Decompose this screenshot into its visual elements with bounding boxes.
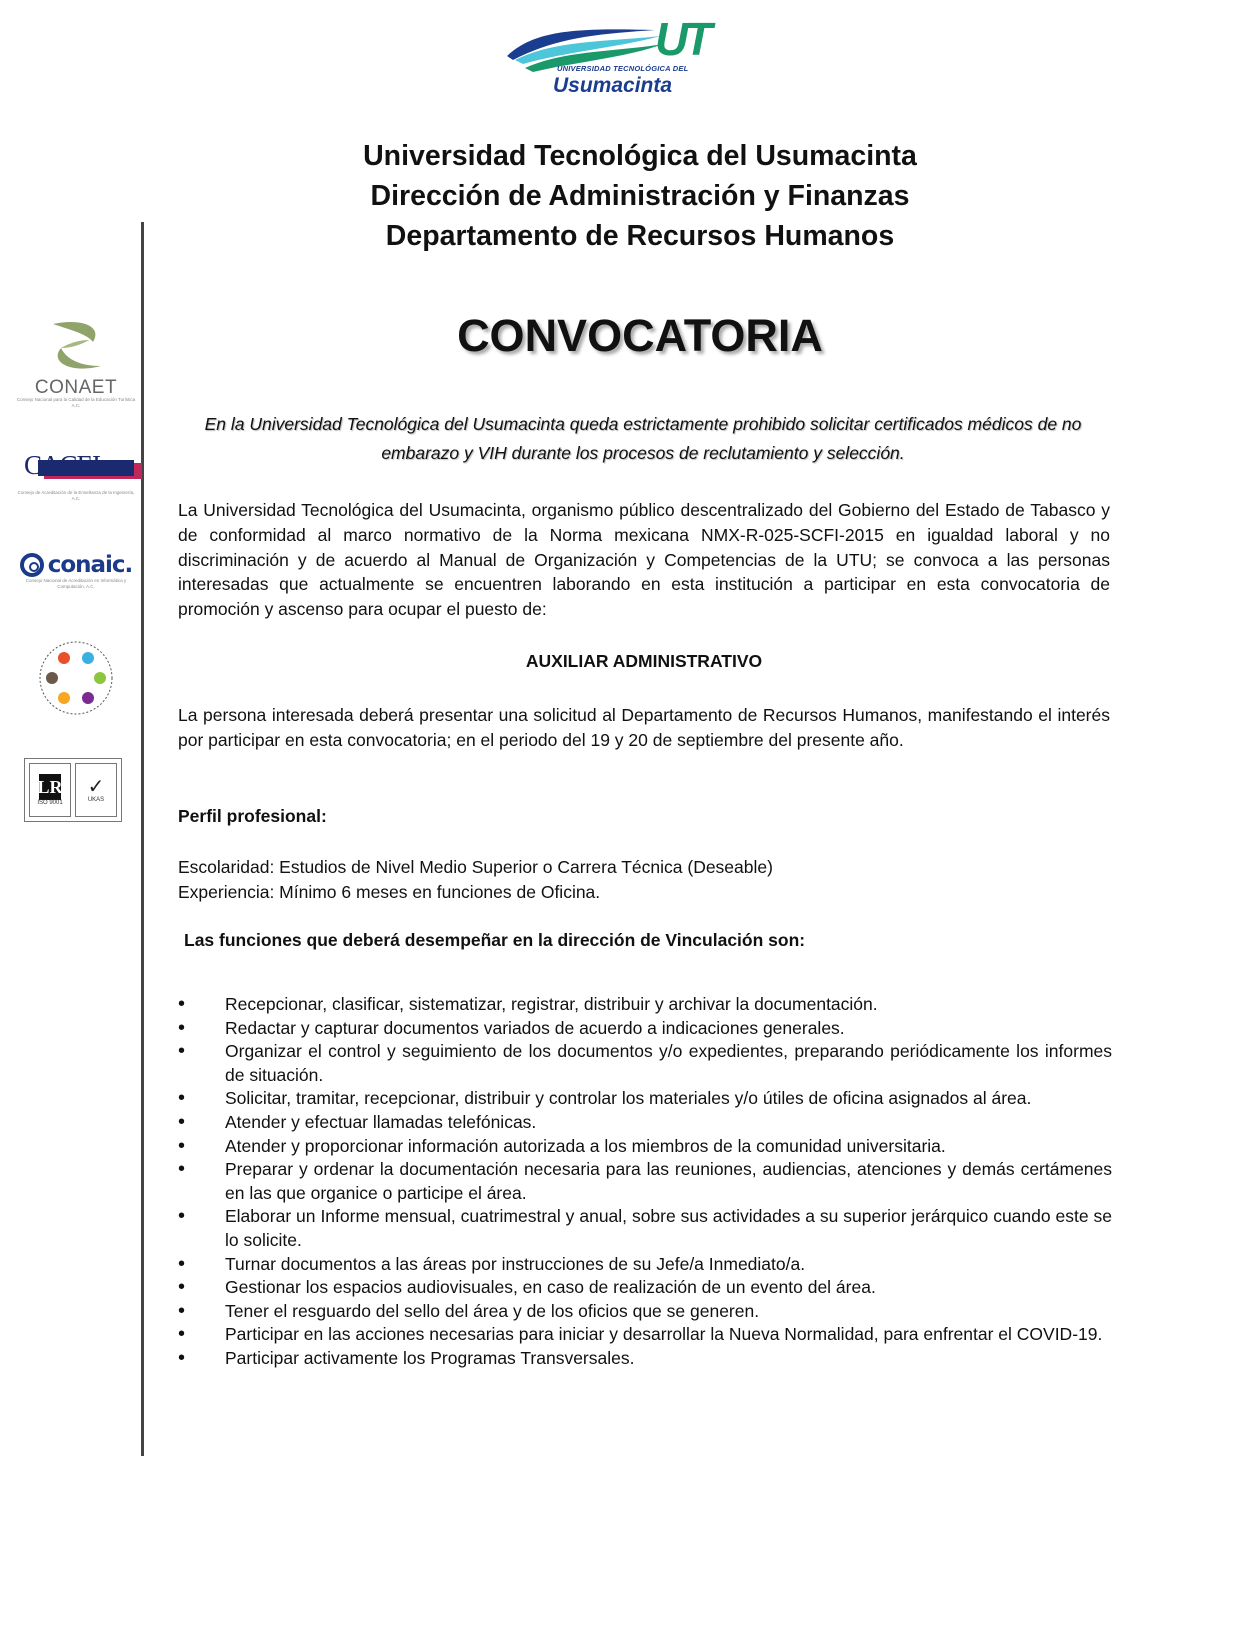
non-discrimination-notice: En la Universidad Tecnológica del Usumacinta queda estrictamente prohibido solicitar certificados médicos de no embarazo y VIH durante los procesos de reclutamiento y selección. [204,414,1082,463]
bullet-icon [178,1205,188,1229]
cacei-logo [14,452,138,512]
document-title: CONVOCATORIA [457,310,823,361]
list-item: • Redactar y capturar documentos variados de acuerdo a indicaciones generales. [178,1017,1112,1041]
iso-certification-logo [24,758,122,822]
list-item: • Preparar y ordenar la documentación necesaria para las reuniones, audiencias, atenciones y demás certámenes en las que organice o participe el área. [178,1158,1112,1205]
list-item: • Atender y proporcionar información autorizada a los miembros de la comunidad universitaria. [178,1135,1112,1159]
institution-header [300,136,980,256]
conaet-swirl-icon [41,318,111,374]
conaic-logo [14,552,138,602]
institution-name: Universidad Tecnológica del Usumacinta [363,140,917,172]
bullet-icon [178,1087,188,1111]
profile-details [178,855,773,905]
list-item: • Atender y efectuar llamadas telefónicas. [178,1111,1112,1135]
bullet-icon [178,993,188,1017]
functions-list [178,993,1112,1371]
list-item: • Recepcionar, clasificar, sistematizar, registrar, distribuir y archivar la documentación. [178,993,1112,1017]
igualdad-laboral-logo [14,638,138,728]
intro-paragraph: La Universidad Tecnológica del Usumacinta, organismo público descentralizado del Gobierno del Estado de Tabasco y de conformidad al marco normativo de la Norma mexicana NMX-R-025-SCFI-2015 en igualdad laboral y no discriminación y de acuerdo al Manual de Organización y Competencias de la UTU; se convoca a las personas interesadas que actualmente se encuentren laborando en esta institución a participar en esta convocatoria de promoción y ascenso para ocupar el puesto de: [178,500,1110,620]
functions-heading: Las funciones que deberá desempeñar en la dirección de Vinculación son: [184,930,806,950]
lr-mark: LR [39,774,61,800]
experience-requirement: Experiencia: Mínimo 6 meses en funciones de Oficina. [178,881,601,902]
list-item: • Tener el resguardo del sello del área y de los oficios que se generen. [178,1300,1112,1324]
cacei-caption: Consejo de Acreditación de la Enseñanza de la Ingeniería, A.C. [17,490,135,501]
conaic-caption: Consejo Nacional de Acreditación en Informática y Computación, A.C. [25,578,127,589]
conaic-name: conaic. [47,552,133,578]
list-item: • Participar en las acciones necesarias para iniciar y desarrollar la Nueva Normalidad, para enfrentar el COVID-19. [178,1323,1112,1347]
logo-name: Usumacinta [553,74,673,97]
university-logo [505,13,730,100]
list-item: • Gestionar los espacios audiovisuales, en caso de realización de un evento del área. [178,1276,1112,1300]
bullet-icon [178,1300,188,1324]
application-paragraph: La persona interesada deberá presentar una solicitud al Departamento de Recursos Humanos, manifestando el interés por participar en esta convocatoria; en el periodo del 19 y 20 de septiembre del presente año. [178,705,1110,750]
list-item: • Participar activamente los Programas Transversales. [178,1347,1112,1371]
position-title: AUXILIAR ADMINISTRATIVO [525,651,763,671]
list-item: • Organizar el control y seguimiento de los documentos y/o expedientes, preparando periódicamente los informes de situación. [178,1040,1112,1087]
bullet-icon [178,1276,188,1300]
list-item: • Elaborar un Informe mensual, cuatrimestral y anual, sobre sus actividades a su superior jerárquico cuando este se lo solicite. [178,1205,1112,1252]
logo-subtitle: UNIVERSIDAD TECNOLÓGICA DEL [557,64,689,73]
cacei-name: CACEI [24,450,100,480]
bullet-icon [178,1323,188,1347]
direction-name: Dirección de Administración y Finanzas [370,180,910,212]
conaet-logo [14,318,138,414]
list-item: • Turnar documentos a las áreas por instrucciones de su Jefe/a Inmediato/a. [178,1253,1112,1277]
ukas-label: UKAS [87,797,105,803]
bullet-icon [178,1347,188,1371]
schooling-requirement: Escolaridad: Estudios de Nivel Medio Superior o Carrera Técnica (Deseable) [178,857,773,877]
bullet-icon [178,1158,188,1182]
crown-check-icon: ✓ [87,776,105,798]
bullet-icon [178,1253,188,1277]
bullet-icon [178,1111,188,1135]
bullet-icon [178,1040,188,1064]
list-item: • Solicitar, tramitar, recepcionar, distribuir y controlar los materiales y/o útiles de oficina asignados al área. [178,1087,1112,1111]
conaet-name: CONAET [34,377,118,398]
ukas-certification [75,763,117,817]
lr-certification [29,763,71,817]
people-circle-icon [36,638,116,718]
conaic-ring-icon [20,553,44,577]
department-name: Departamento de Recursos Humanos [385,220,895,252]
logo-mark: UT [655,13,709,65]
conaet-caption: Consejo Nacional para la Calidad de la Educación Turística A.C. [16,397,136,408]
vertical-divider [141,222,144,1456]
bullet-icon [178,1017,188,1041]
bullet-icon [178,1135,188,1159]
profile-heading: Perfil profesional: [178,806,327,826]
iso-label: ISO 9001 [37,800,63,806]
